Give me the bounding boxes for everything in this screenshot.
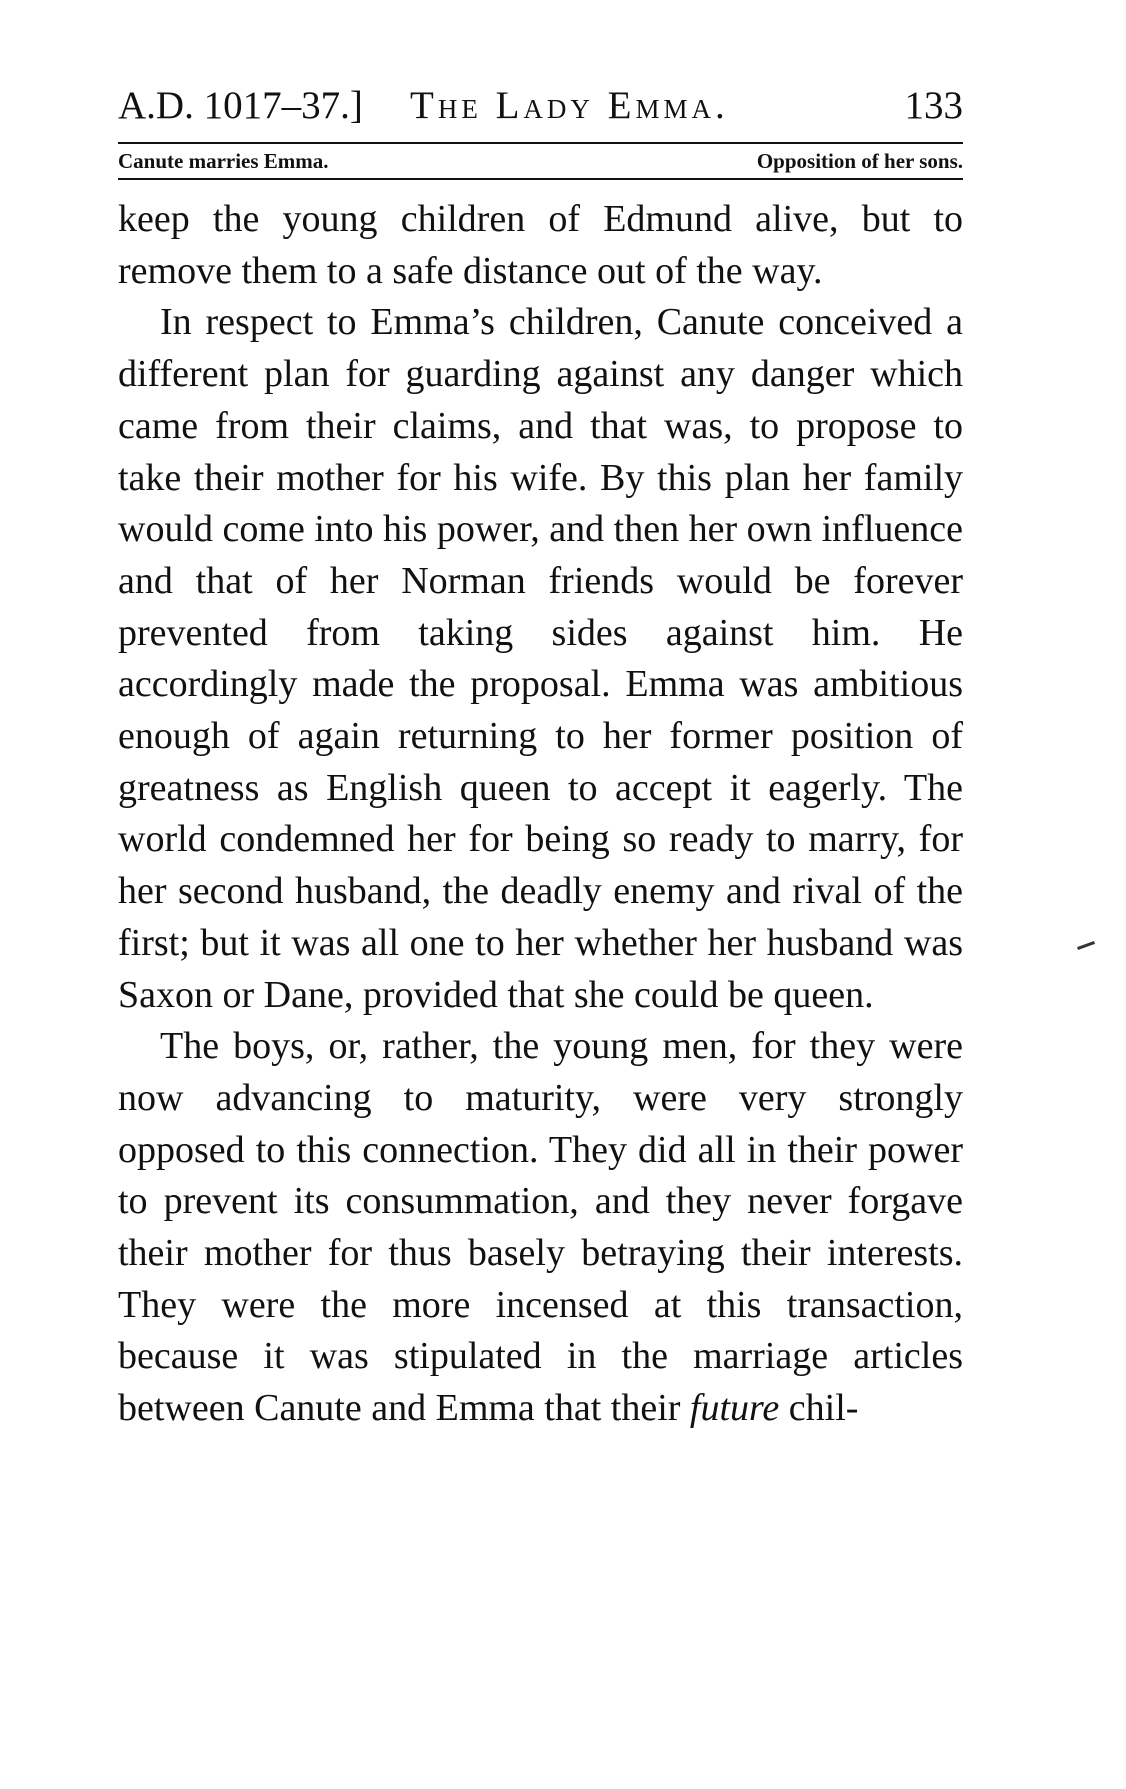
book-page (118, 80, 963, 1435)
running-head-title: The Lady Emma. (410, 84, 729, 127)
margin-mark (1077, 941, 1095, 950)
italic-emphasis: future (689, 1387, 780, 1430)
shoulder-notes (118, 144, 963, 178)
page-number: 133 (904, 84, 963, 127)
body-text (118, 194, 963, 1435)
paragraph-sons-opposition (118, 1021, 963, 1435)
shoulder-note-right: Opposition of her sons. (756, 149, 963, 173)
paragraph-continued: keep the young children of Edmund alive, but to remove them to a safe distance out of the way. (118, 198, 963, 292)
paragraph-text-part: The boys, or, rather, the young men, for they were now advancing to maturity, were very strongly opposed to this connection. They did all in their power to prevent its consummation, and they never forgave their mother for thus basely betraying their interests. They were the more incensed at this transaction, because it was stipulated in the marriage articles between Canute and Emma that their (118, 1025, 963, 1430)
paragraph-text-end: chil- (779, 1387, 859, 1430)
paragraph-emma-children: In respect to Emma’s children, Canute conceived a different plan for guarding against any danger which came from their claims, and that was, to propose to take their mother for his wife. By this plan her family would come into his power, and then her own influence and that of her Norman friends would be forever prevented from taking sides against him. He accordingly made the proposal. Emma was ambitious enough of again returning to her former position of greatness as English queen to accept it eagerly. The world condemned her for being so ready to marry, for her second husband, the deadly enemy and rival of the first; but it was all one to her whether her husband was Saxon or Dane, provided that she could be queen. (118, 301, 963, 1016)
running-head-dates: A.D. 1017–37.] (118, 84, 363, 127)
shoulder-note-left: Canute marries Emma. (118, 149, 329, 173)
running-head (118, 80, 963, 132)
header-rule-bottom (118, 178, 963, 180)
